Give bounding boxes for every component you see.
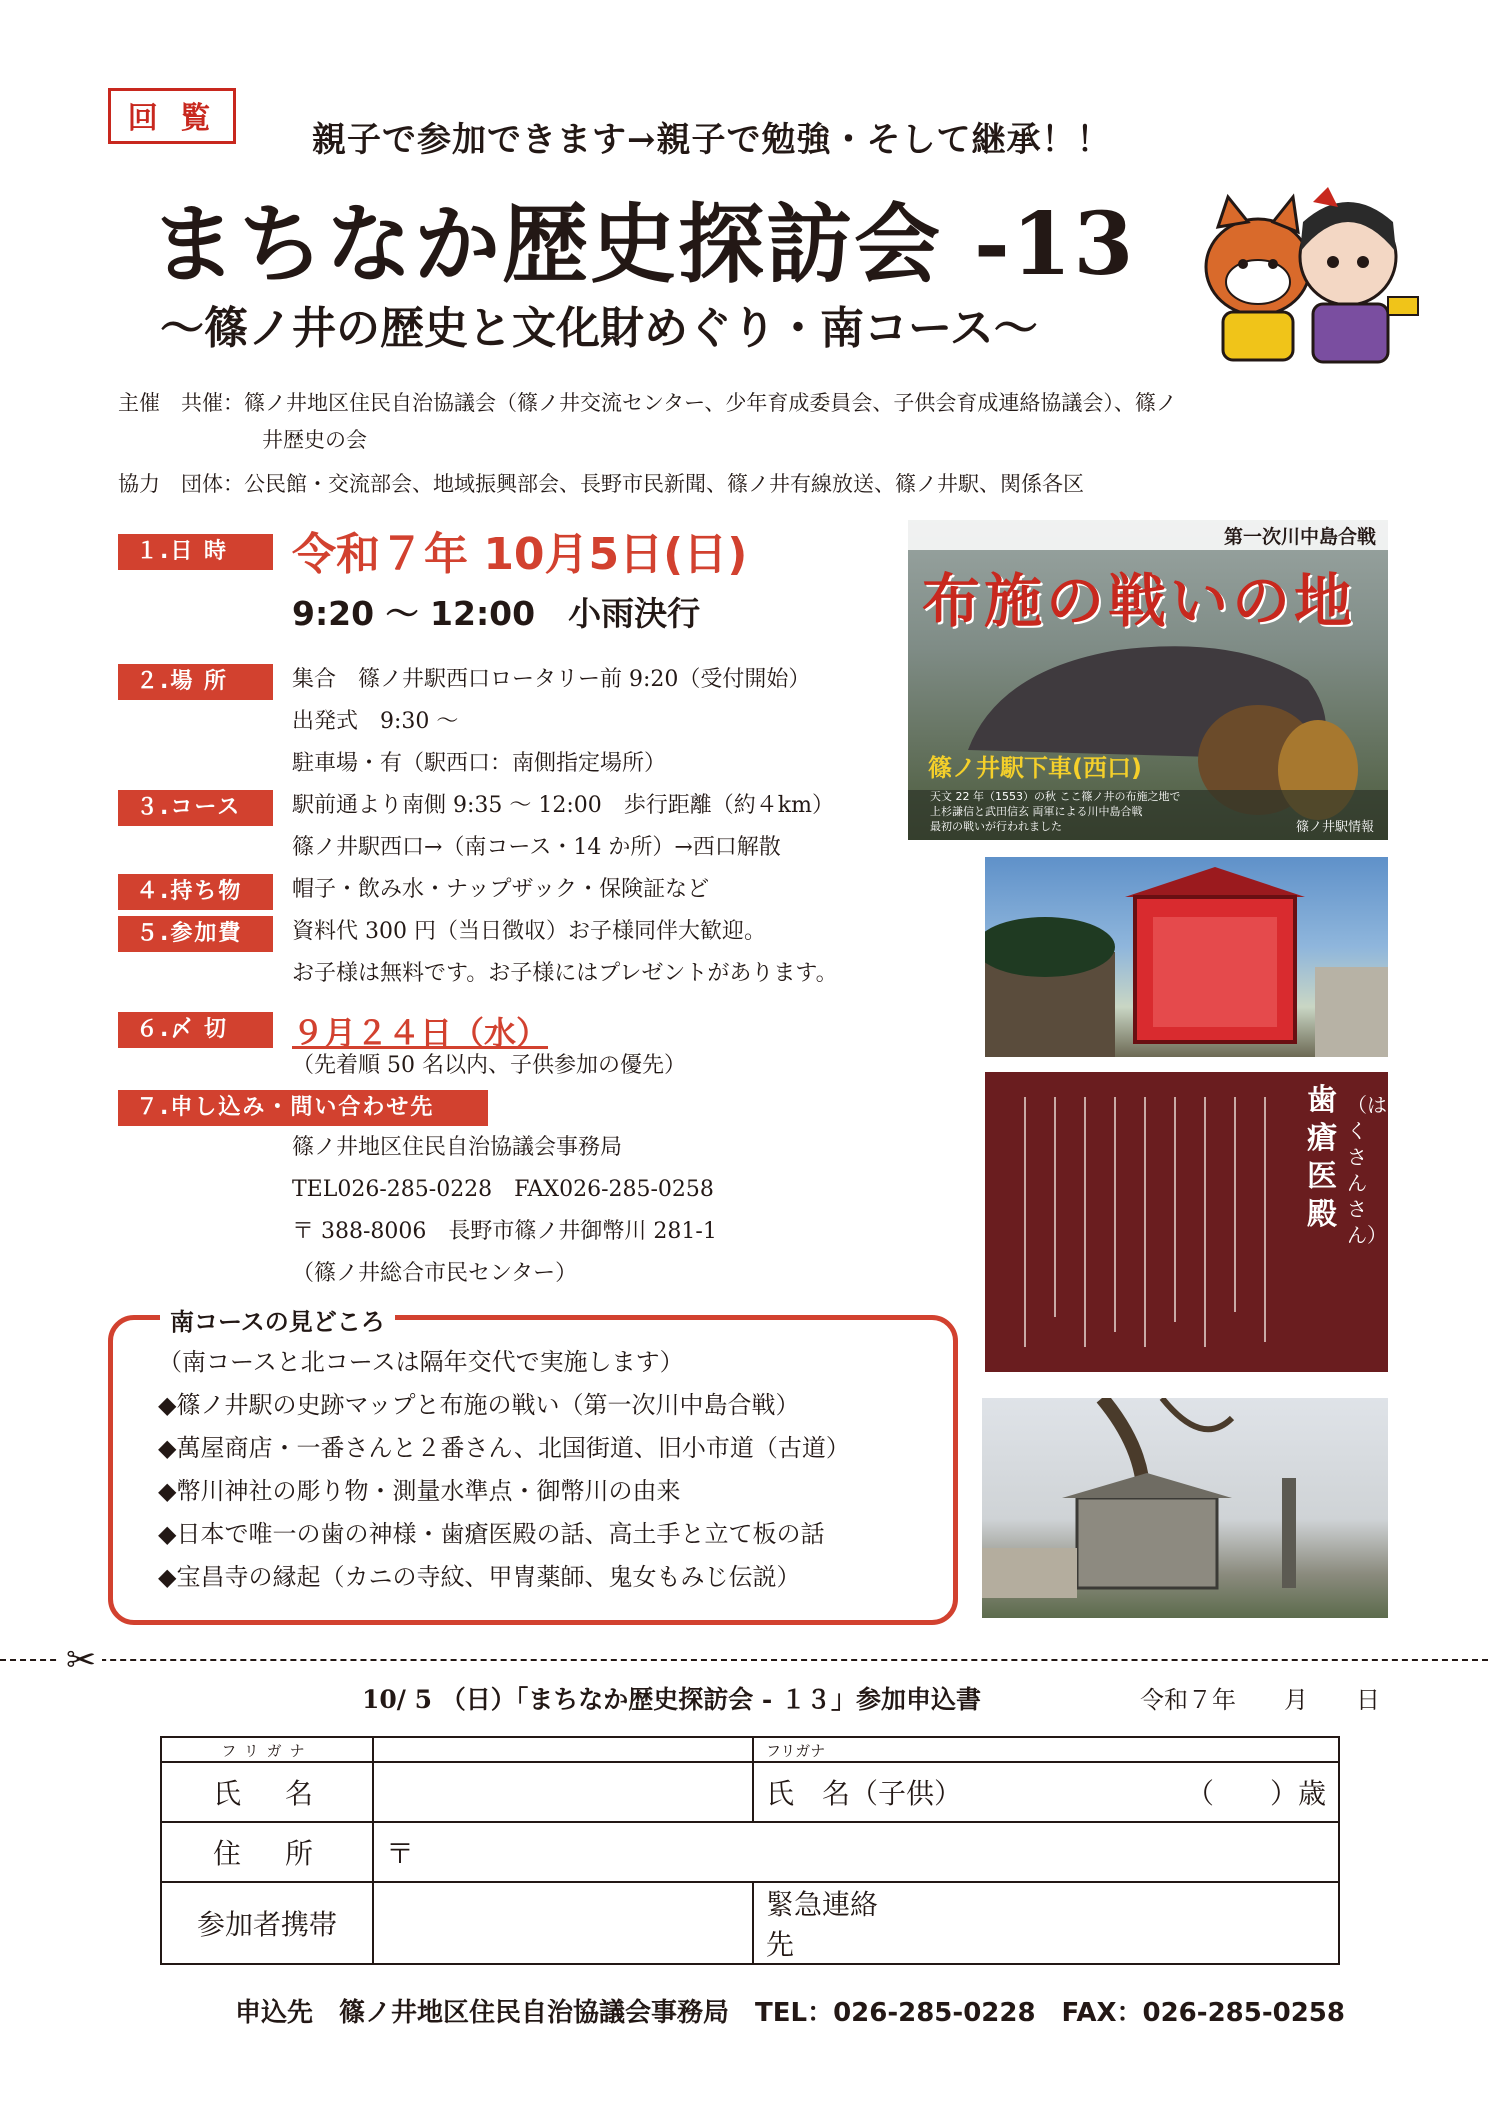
section-label-fee: ５.参加費 [118,916,273,952]
child-furigana-field[interactable] [753,1737,1339,1762]
furigana-field[interactable] [373,1737,753,1762]
cut-line [0,1659,1488,1661]
section-label-items: ４.持ち物 [118,874,273,910]
application-form [160,1736,1340,1965]
furigana-label: フリガナ [766,1742,826,1760]
address-label: 住 所 [161,1822,373,1882]
photo1-title: 布施の戦いの地 [922,567,1357,635]
highlight-item: ◆宝昌寺の縁起（カニの寺紋、甲冑薬師、鬼女もみじ伝説） [158,1563,801,1591]
kairan-badge: 回 覧 [108,88,236,144]
fee-line: お子様は無料です。お子様にはプレゼントがあります。 [292,961,838,986]
organizer-line-cont: 井歴史の会 [262,428,367,452]
photo-shrine [982,1398,1388,1618]
contact-line: 〒 388-8006 長野市篠ノ井御幣川 281-1 [292,1219,717,1244]
photo-hakusan-panel [985,1072,1388,1372]
photo-signboard [985,857,1388,1057]
name-label: 氏 名 [161,1762,373,1822]
cooperator-line: 協力 団体：公民館・交流部会、地域振興部会、長野市民新聞、篠ノ井有線放送、篠ノ井駅、関係各区 [118,472,1084,496]
form-title: 10/ 5 （日）「まちなか歴史探訪会 - １３」参加申込書 [362,1685,982,1714]
furigana-label: フリガナ [161,1737,373,1762]
scissors-icon: ✂ [60,1640,102,1681]
photo3-reading: （はくさんさん） [1347,1093,1387,1247]
section-label-deadline: ６.〆 切 [118,1012,273,1048]
page-subtitle: 〜篠ノ井の歴史と文化財めぐり・南コース〜 [160,303,1038,354]
mobile-field[interactable] [373,1882,753,1964]
mascot-illustration [1188,182,1428,372]
child-name-field[interactable] [753,1762,1339,1822]
photo1-note: 天文 22 年（1553）の秋 ここ篠ノ井の布施之地で [930,790,1181,803]
contact-line: （篠ノ井総合市民センター） [292,1261,578,1286]
highlights-title: 南コースの見どころ [160,1302,395,1337]
contact-line: 篠ノ井地区住民自治協議会事務局 [292,1135,623,1160]
highlight-item: ◆萬屋商店・一番さんと２番さん、北国街道、旧小市道（古道） [158,1434,850,1462]
photo3-title: 歯瘡医殿 [1307,1083,1337,1232]
section-label-contact: ７.申し込み・問い合わせ先 [118,1090,488,1126]
section-label-place: ２.場 所 [118,664,273,700]
emergency-label: 緊急連絡先 [753,1882,903,1964]
course-line: 駅前通より南側 9:35 〜 12:00 歩行距離（約４km） [292,793,834,818]
deadline-note: （先着順 50 名以内、子供参加の優先） [292,1053,686,1078]
highlights-note: （南コースと北コースは隔年交代で実施します） [158,1348,684,1376]
postal-mark: 〒 [386,1837,415,1870]
photo1-note: 上杉謙信と武田信玄 両軍による川中島合戦 [930,805,1143,818]
deadline-date: ９月２４日（水） [292,1014,549,1052]
section-label-date: １.日 時 [118,534,273,570]
name-field[interactable] [373,1762,753,1822]
child-name-label: 氏 名（子供） [766,1777,963,1810]
items-value: 帽子・飲み水・ナップザック・保険証など [292,877,710,902]
event-date: 令和７年 10月5日(日) [292,529,748,580]
course-line: 篠ノ井駅西口→（南コース・14 か所）→西口解散 [292,835,781,860]
footer-contact: 申込先 篠ノ井地区住民自治協議会事務局 TEL：026-285-0228 FAX：026-285-0258 [235,1998,1345,2028]
contact-line: TEL026-285-0228 FAX026-285-0258 [292,1177,714,1202]
photo1-caption: 篠ノ井駅下車(西口) [928,754,1142,782]
highlight-item: ◆幣川神社の彫り物・測量水準点・御幣川の由来 [158,1477,681,1505]
highlight-item: ◆日本で唯一の歯の神様・歯瘡医殿の話、高土手と立て板の話 [158,1520,825,1548]
photo1-credit: 篠ノ井駅情報 [1295,820,1374,835]
photo-fuse-battle-monument [908,520,1388,840]
highlight-item: ◆篠ノ井駅の史跡マップと布施の戦い（第一次川中島合戦） [158,1391,800,1419]
emergency-field[interactable] [903,1882,1339,1964]
event-time: 9:20 〜 12:00 小雨決行 [292,594,701,633]
section-label-course: ３.コース [118,790,273,826]
place-line: 出発式 9:30 〜 [292,709,459,734]
organizer-line: 主催 共催：篠ノ井地区住民自治協議会（篠ノ井交流センター、少年育成委員会、子供会育成連絡協議会）、篠ノ [118,391,1177,415]
fee-line: 資料代 300 円（当日徴収）お子様同伴大歓迎。 [292,919,766,944]
form-date: 令和７年 月 日 [1140,1686,1380,1714]
mobile-label: 参加者携帯 [161,1882,373,1964]
place-line: 駐車場・有（駅西口：南側指定場所） [292,751,667,776]
page-title: まちなか歴史探訪会 -13 [150,194,1136,295]
photo1-note: 最初の戦いが行われました [930,820,1062,833]
address-field[interactable] [373,1822,1339,1882]
age-field[interactable]: （ ）歳 [1185,1777,1326,1810]
header-subtitle: 親子で参加できます→親子で勉強・そして継承！！ [312,120,1112,160]
place-line: 集合 篠ノ井駅西口ロータリー前 9:20（受付開始） [292,667,811,692]
photo1-banner: 第一次川中島合戦 [1223,526,1376,548]
